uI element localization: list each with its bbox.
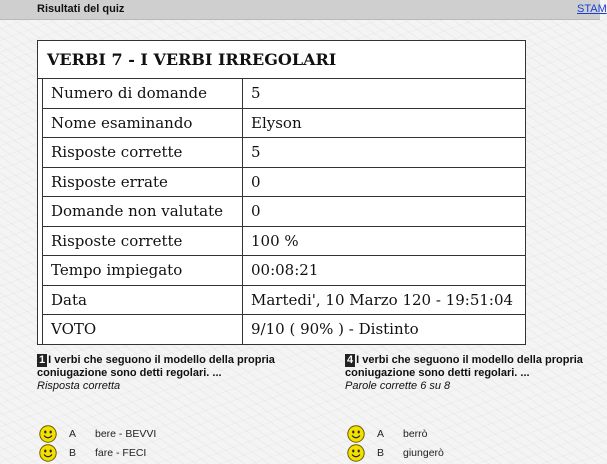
answer-letter: B bbox=[377, 447, 385, 459]
summary-label: Numero di domande bbox=[43, 79, 243, 108]
summary-label: Nome esaminando bbox=[43, 108, 243, 138]
print-link[interactable]: STAM bbox=[577, 3, 607, 15]
summary-value: 100 % bbox=[243, 226, 526, 256]
question-result: Parole corrette 6 su 8 bbox=[345, 380, 451, 392]
summary-label: Tempo impiegato bbox=[43, 256, 243, 286]
summary-row bbox=[43, 226, 525, 256]
answer-text: bere - BEVVI bbox=[95, 428, 157, 440]
summary-row bbox=[43, 197, 525, 227]
summary-row bbox=[43, 167, 525, 197]
summary-value: 5 bbox=[243, 79, 526, 108]
summary-label: Domande non valutate bbox=[43, 197, 243, 227]
question-result: Risposta corretta bbox=[37, 380, 121, 392]
question-number-badge: 1 bbox=[39, 354, 46, 366]
results-summary-table bbox=[37, 40, 526, 345]
question-block bbox=[37, 354, 287, 393]
summary-value: Elyson bbox=[243, 108, 526, 138]
summary-value: 00:08:21 bbox=[243, 256, 526, 286]
page-title: Risultati del quiz bbox=[37, 3, 125, 15]
smiley-icon bbox=[39, 444, 57, 462]
summary-value: Martedi', 10 Marzo 120 - 19:51:04 bbox=[243, 285, 526, 315]
answer-text: berrò bbox=[403, 428, 428, 440]
summary-label: Data bbox=[43, 285, 243, 315]
question-block bbox=[345, 354, 595, 393]
summary-label: Risposte corrette bbox=[43, 138, 243, 168]
smiley-icon bbox=[347, 444, 365, 462]
quiz-title: VERBI 7 - I VERBI IRREGOLARI bbox=[38, 41, 525, 79]
summary-value: 5 bbox=[243, 138, 526, 168]
summary-row bbox=[43, 256, 525, 286]
summary-value: 9/10 ( 90% ) - Distinto bbox=[251, 320, 419, 339]
answer-letter: A bbox=[377, 428, 385, 440]
question-text: I verbi che seguono il modello della propria coniugazione sono detti regolari. ... bbox=[37, 354, 275, 379]
summary-row bbox=[43, 285, 525, 315]
summary-value: 0 bbox=[243, 167, 526, 197]
summary-row bbox=[43, 79, 525, 108]
summary-row bbox=[43, 108, 525, 138]
summary-label: Risposte errate bbox=[43, 167, 243, 197]
answer-letter: A bbox=[69, 428, 77, 440]
answer-letter: B bbox=[69, 447, 77, 459]
answer-text: fare - FECI bbox=[95, 447, 147, 459]
summary-value: 0 bbox=[243, 197, 526, 227]
header-bar bbox=[0, 0, 607, 20]
answer-text: giungerò bbox=[403, 447, 444, 459]
smiley-icon bbox=[347, 425, 365, 443]
question-number-badge: 4 bbox=[347, 354, 354, 366]
summary-label: Risposte corrette bbox=[43, 226, 243, 256]
summary-label: VOTO bbox=[43, 315, 243, 344]
summary-row bbox=[43, 315, 525, 344]
question-text: I verbi che seguono il modello della propria coniugazione sono detti regolari. ... bbox=[345, 354, 583, 379]
smiley-icon bbox=[39, 425, 57, 443]
summary-row bbox=[43, 138, 525, 168]
